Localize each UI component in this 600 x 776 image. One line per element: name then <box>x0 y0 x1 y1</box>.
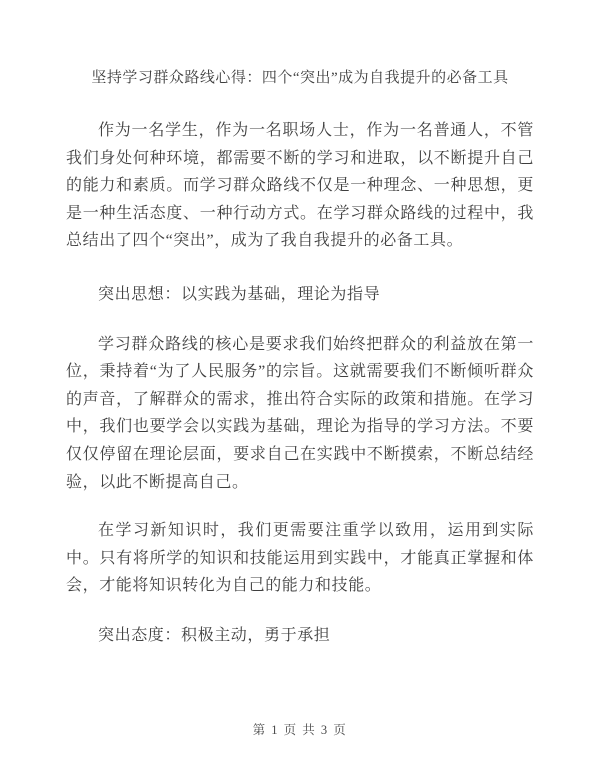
document-body <box>66 117 534 650</box>
document-title: 坚持学习群众路线心得：四个“突出”成为自我提升的必备工具 <box>91 70 509 86</box>
paragraph-apply-knowledge: 在学习新知识时，我们更需要注重学以致用，运用到实际中。只有将所学的知识和技能运用到实践中，才能真正掌握和体会，才能将知识转化为自己的能力和技能。 <box>66 522 534 595</box>
paragraph-mass-line-core: 学习群众路线的核心是要求我们始终把群众的利益放在第一位，秉持着“为了人民服务”的宗旨。这就需要我们不断倾听群众的声音，了解群众的需求，推出符合实际的政策和措施。在学习中，我们也要学会以实践为基础，理论为指导的学习方法。不要仅仅停留在理论层面，要求自己在实践中不断摸索，不断总结经验，以此不断提高自己。 <box>66 335 534 491</box>
paragraph-intro: 作为一名学生，作为一名职场人士，作为一名普通人，不管我们身处何种环境，都需要不断的学习和进取，以不断提升自己的能力和素质。而学习群众路线不仅是一种理念、一种思想，更是一种生活态度、一种行动方式。在学习群众路线的过程中，我总结出了四个“突出”，成为了我自我提升的必备工具。 <box>66 122 534 250</box>
section-heading-attitude: 突出态度：积极主动，勇于承担 <box>98 626 331 644</box>
page-number-footer: 第 1 页 共 3 页 <box>252 723 348 737</box>
section-heading-thought: 突出思想：以实践为基础，理论为指导 <box>98 285 381 303</box>
